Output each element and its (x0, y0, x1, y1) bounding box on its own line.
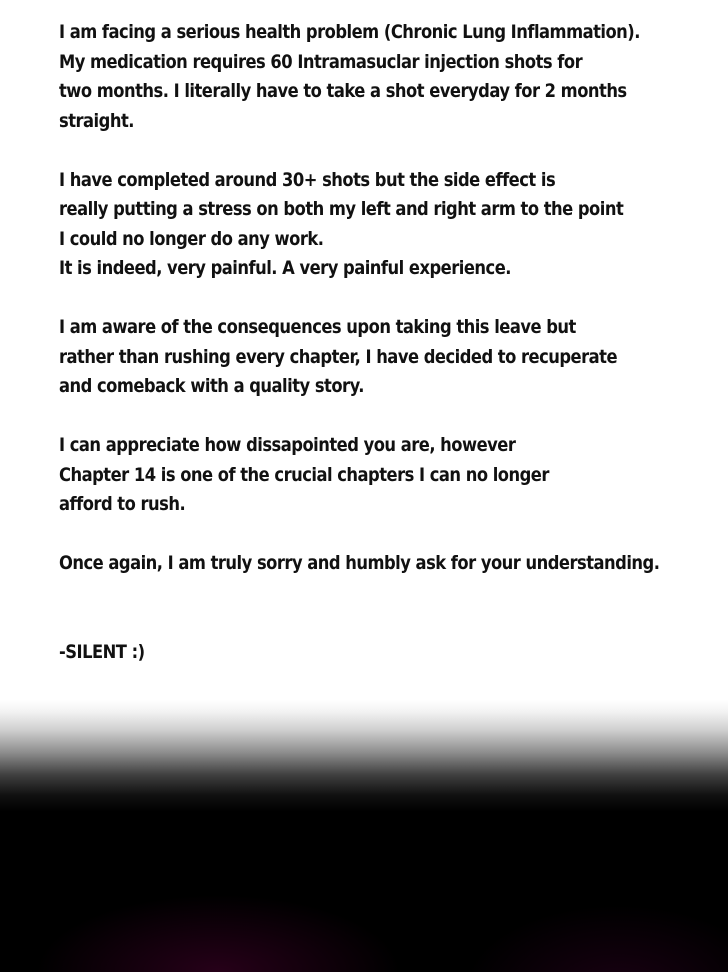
letter-line: straight. (59, 109, 134, 132)
letter-line: and comeback with a quality story. (59, 375, 364, 397)
signature (59, 638, 627, 668)
letter-line: rather than rushing every chapter, I have decided to recuperate (59, 345, 618, 368)
letter-line: I am facing a serious health problem (Chronic Lung Inflammation). (59, 21, 640, 43)
letter-line: I am aware of the consequences upon taking this leave but (59, 316, 576, 338)
letter-line: afford to rush. (59, 493, 186, 515)
letter-line: Once again, I am truly sorry and humbly ask for your understanding. (59, 552, 660, 574)
letter-line: It is indeed, very painful. A very painful experience. (59, 257, 511, 279)
paragraph-apology (59, 549, 660, 579)
letter-body (59, 18, 660, 697)
letter-line: really putting a stress on both my left and right arm to the point (59, 198, 624, 220)
letter-line: My medication requires 60 Intramasuclar injection shots for (59, 50, 583, 73)
letter-line: Chapter 14 is one of the crucial chapters I can no longer (59, 463, 549, 486)
letter-line: I have completed around 30+ shots but the side effect is (59, 168, 556, 191)
letter-line: I could no longer do any work. (59, 227, 324, 250)
paragraph-side-effects (59, 166, 627, 284)
letter-line: two months. I literally have to take a shot everyday for 2 months (59, 80, 627, 102)
signature-text: -SILENT :) (59, 640, 145, 663)
paragraph-chapter-14 (59, 431, 627, 520)
paragraph-health-problem (59, 18, 640, 136)
letter-line: I can appreciate how dissapointed you are, however (59, 434, 516, 456)
paragraph-leave (59, 313, 627, 402)
dark-footer-glow (0, 802, 728, 972)
